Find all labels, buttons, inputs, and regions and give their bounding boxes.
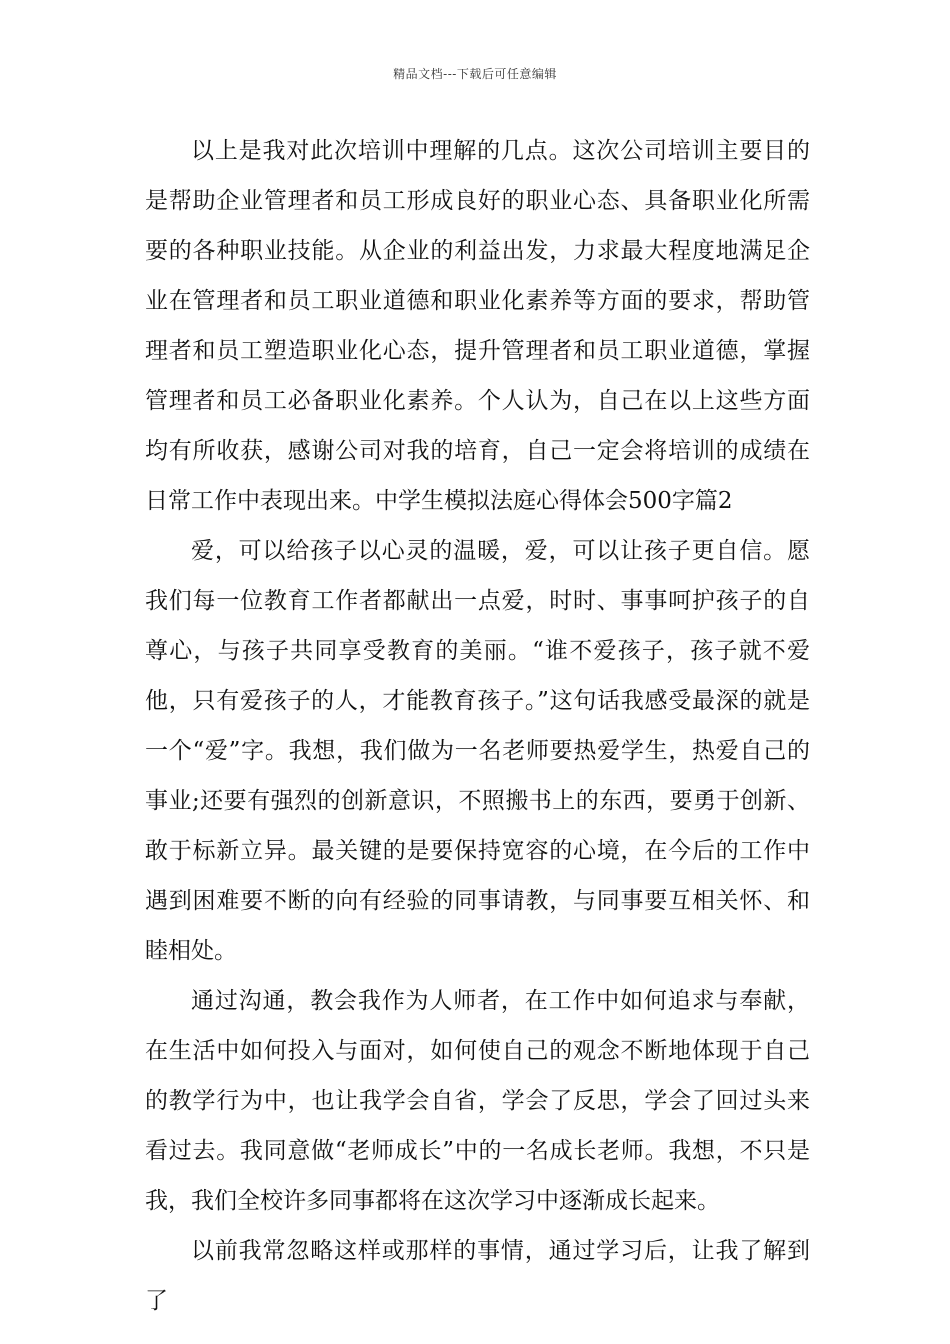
page-header: 精品文档---下载后可任意编辑 [393,67,557,81]
paragraph-3: 通过沟通，教会我作为人师者，在工作中如何追求与奉献，在生活中如何投入与面对，如何使自己的观念不断地体现于自己的教学行为中，也让我学会自省，学会了反思，学会了回过头来看过去。我同意做“老师成长”中的一名成长老师。我想，不只是我，我们全校许多同事都将在这次学习中逐渐成长起来。 [145,988,810,1214]
paragraph-4: 以前我常忽略这样或那样的事情，通过学习后，让我了解到了 [145,1238,810,1314]
paragraph-2: 爱，可以给孩子以心灵的温暖，爱，可以让孩子更自信。愿我们每一位教育工作者都献出一点爱，时时、事事呵护孩子的自尊心，与孩子共同享受教育的美丽。“谁不爱孩子，孩子就不爱他，只有爱孩子的人，才能教育孩子。”这句话我感受最深的就是一个“爱”字。我想，我们做为一名老师要热爱学生，热爱自己的事业;还要有强烈的创新意识，不照搬书上的东西，要勇于创新、敢于标新立异。最关键的是要保持宽容的心境，在今后的工作中遇到困难要不断的向有经验的同事请教，与同事要互相关怀、和睦相处。 [145,538,810,964]
document-body [145,126,810,1326]
paragraph-1: 以上是我对此次培训中理解的几点。这次公司培训主要目的是帮助企业管理者和员工形成良好的职业心态、具备职业化所需要的各种职业技能。从企业的利益出发，力求最大程度地满足企业在管理者和员工职业道德和职业化素养等方面的要求，帮助管理者和员工塑造职业化心态，提升管理者和员工职业道德，掌握管理者和员工必备职业化素养。个人认为，自己在以上这些方面均有所收获，感谢公司对我的培育，自己一定会将培训的成绩在日常工作中表现出来。中学生模拟法庭心得体会500字篇2 [145,138,810,514]
